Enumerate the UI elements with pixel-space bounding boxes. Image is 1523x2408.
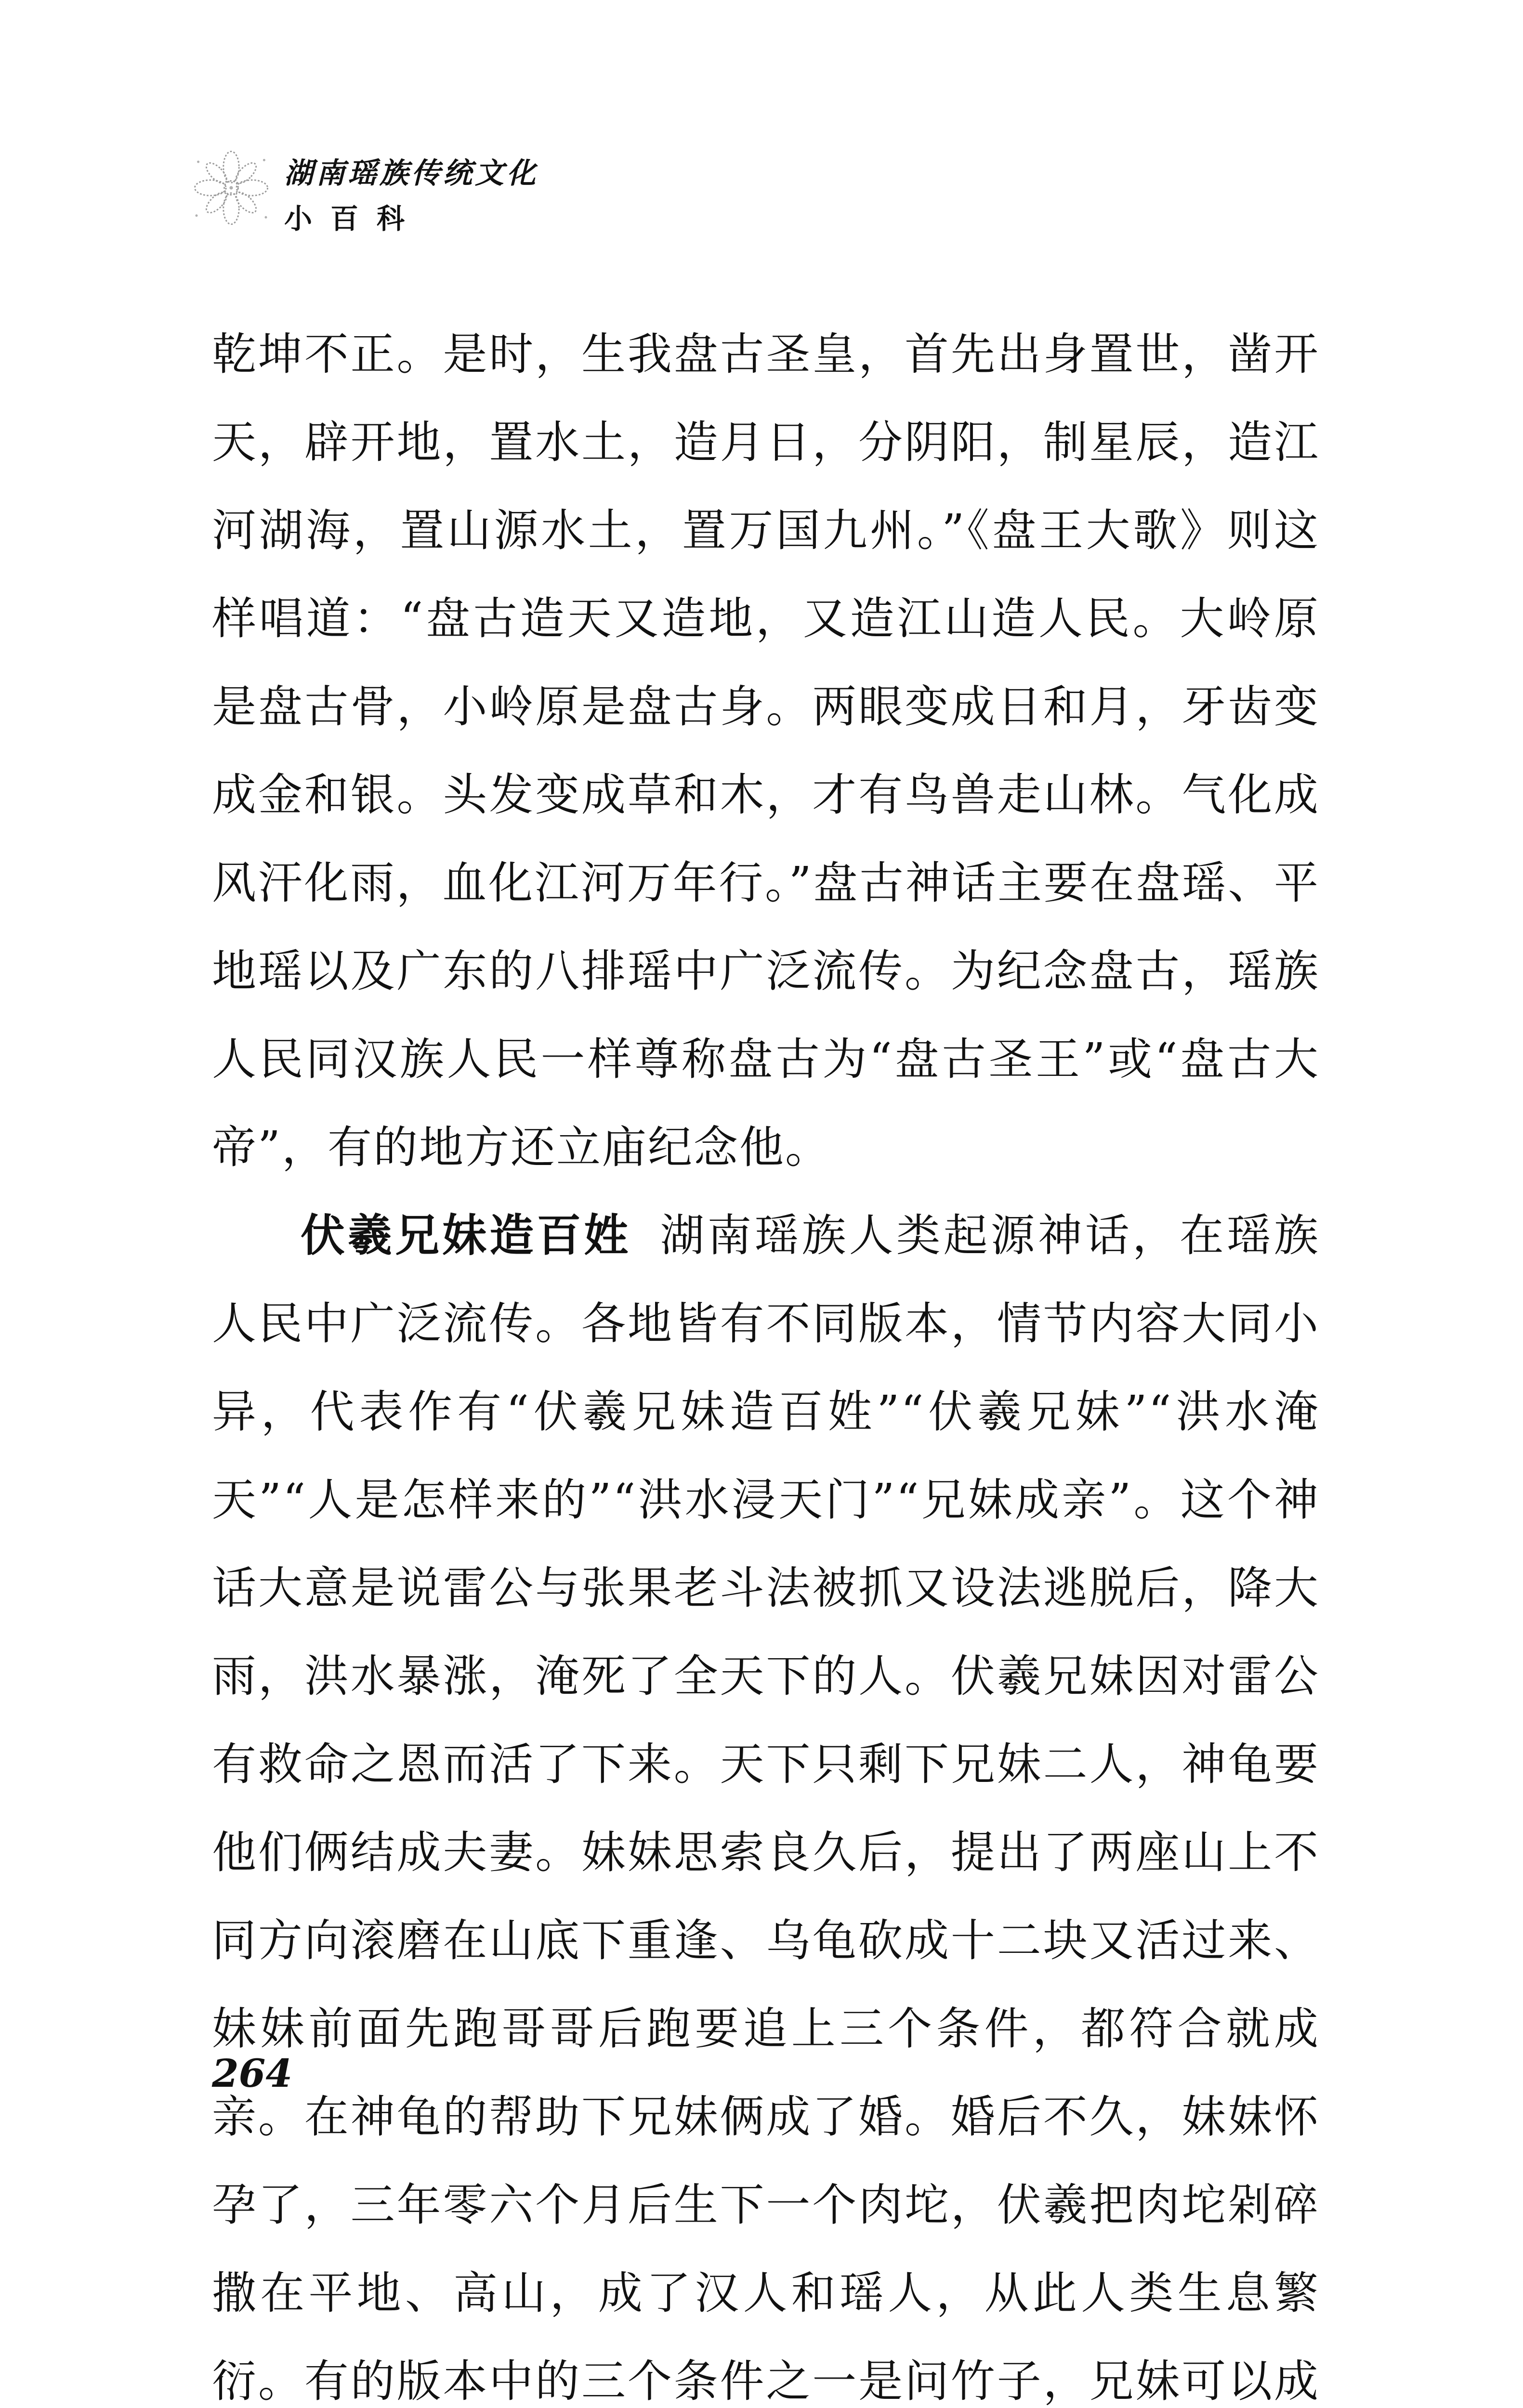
body-text: [212, 310, 1320, 2408]
paragraph-fuxi-entry: [212, 1191, 1320, 2408]
paragraph-panggu-continued: 乾坤不正。是时，生我盘古圣皇，首先出身置世，凿开天，辟开地，置水土，造月日，分阴阳，制星辰，造江河湖海，置山源水土，置万国九州。”《盘王大歌》则这样唱道：“盘古造天又造地，又造江山造人民。大岭原是盘古骨，小岭原是盘古身。两眼变成日和月，牙齿变成金和银。头发变成草和木，才有鸟兽走山林。气化成风汗化雨，血化江河万年行。”盘古神话主要在盘瑶、平地瑶以及广东的八排瑶中广泛流传。为纪念盘古，瑶族人民同汉族人民一样尊称盘古为“盘古圣王”或“盘古大帝”，有的地方还立庙纪念他。: [212, 328, 1320, 1173]
entry-body: 湖南瑶族人类起源神话，在瑶族人民中广泛流传。各地皆有不同版本，情节内容大同小异，代表作有“伏羲兄妹造百姓”“伏羲兄妹”“洪水淹天”“人是怎样来的”“洪水浸天门”“兄妹成亲”。这个神话大意是说雷公与张果老斗法被抓又设法逃脱后，降大雨，洪水暴涨，淹死了全天下的人。伏羲兄妹因对雷公有救命之恩而活了下来。天下只剩下兄妹二人，神龟要他们俩结成夫妻。妹妹思索良久后，提出了两座山上不同方向滚磨在山底下重逢、乌龟砍成十二块又活过来、妹妹前面先跑哥哥后跑要追上三个条件，都符合就成亲。在神龟的帮助下兄妹俩成了婚。婚后不久，妹妹怀孕了，三年零六个月后生下一个肉坨，伏羲把肉坨剁碎撒在平地、高山，成了汉人和瑶人，从此人类生息繁衍。有的版本中的三个条件之一是问竹子，兄妹可以成: [212, 1210, 1320, 2407]
book-subtitle: 小百科: [284, 202, 423, 235]
entry-title: 伏羲兄妹造百姓: [301, 1210, 631, 1261]
running-header: [188, 144, 621, 250]
page-number: 264: [212, 2051, 292, 2096]
flower-ornament-icon: [188, 144, 275, 231]
header-text-block: [284, 154, 538, 238]
book-title: 湖南瑶族传统文化: [284, 157, 538, 190]
